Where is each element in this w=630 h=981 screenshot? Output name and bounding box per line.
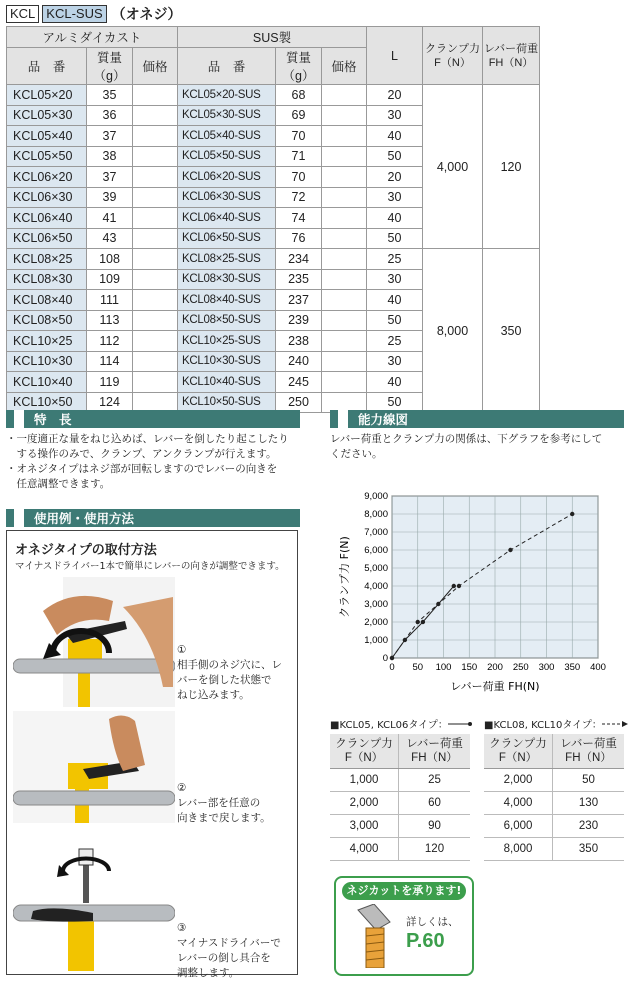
length-value: 40 — [367, 372, 423, 393]
sus-mass-value: 72 — [276, 187, 322, 208]
header-sus-price: 価格 — [322, 48, 367, 85]
usage-box — [6, 530, 298, 979]
header-clamp-unit: F（N） — [434, 56, 471, 69]
sus-price-cell — [322, 351, 367, 372]
price-cell — [133, 187, 178, 208]
clamp-force-value: 8,000 — [423, 249, 483, 413]
sus-price-cell — [322, 290, 367, 311]
thread-cut-card-page-link[interactable]: P.60 — [406, 930, 445, 952]
section-marker — [330, 410, 348, 428]
table-b-row — [484, 838, 624, 861]
sus-mass-value: 235 — [276, 269, 322, 290]
length-value: 30 — [367, 187, 423, 208]
spec-table — [6, 26, 540, 413]
sus-mass-value: 250 — [276, 392, 322, 413]
photo-step1 — [13, 577, 175, 707]
sus-product-code: KCL10×40-SUS — [178, 372, 276, 393]
mass-value: 112 — [87, 331, 133, 352]
kcl-sus-tag: KCL-SUS — [42, 5, 106, 23]
capacity-desc-line: レバー荷重とクランプ力の関係は、下グラフを参考にして — [330, 433, 603, 445]
header-code: 品 番 — [7, 48, 87, 85]
usage-heading-bar — [6, 509, 300, 527]
capacity-heading: 能力線図 — [358, 412, 409, 427]
series-kcl08-kcl10-point — [390, 656, 394, 660]
threaded-bolt-icon — [344, 904, 402, 968]
mass-value: 111 — [87, 290, 133, 311]
length-value: 40 — [367, 290, 423, 311]
step2-line: 向きまで戻します。 — [177, 812, 271, 824]
x-tick-label: 400 — [590, 662, 606, 673]
sus-mass-value: 234 — [276, 249, 322, 270]
mass-value: 109 — [87, 269, 133, 290]
length-value: 30 — [367, 269, 423, 290]
sus-mass-value: 239 — [276, 310, 322, 331]
length-value: 30 — [367, 351, 423, 372]
sus-price-cell — [322, 187, 367, 208]
sus-price-cell — [322, 269, 367, 290]
product-code: KCL08×40 — [7, 290, 87, 311]
product-code: KCL06×40 — [7, 208, 87, 229]
series-kcl08-kcl10-point — [416, 620, 420, 624]
length-value: 40 — [367, 208, 423, 229]
features-list — [6, 432, 306, 492]
x-tick-label: 250 — [512, 662, 529, 673]
step2-text — [177, 781, 293, 826]
sus-product-code: KCL05×20-SUS — [178, 85, 276, 106]
x-tick-label: 300 — [538, 662, 555, 673]
step3-line: マイナスドライバーで — [177, 937, 281, 949]
step3-line: レバーの倒し具合を — [177, 952, 271, 964]
mass-value: 114 — [87, 351, 133, 372]
product-code: KCL10×30 — [7, 351, 87, 372]
sus-mass-value: 238 — [276, 331, 322, 352]
length-value: 20 — [367, 85, 423, 106]
price-cell — [133, 290, 178, 311]
x-tick-label: 50 — [412, 662, 424, 673]
sus-mass-value: 70 — [276, 126, 322, 147]
y-tick-label: 4,000 — [364, 581, 388, 592]
sus-product-code: KCL08×50-SUS — [178, 310, 276, 331]
header-clamp — [423, 27, 483, 85]
sus-mass-value: 69 — [276, 105, 322, 126]
table-b-row — [484, 769, 624, 792]
price-cell — [133, 351, 178, 372]
page-header — [6, 4, 182, 24]
feature-line: ・一度適正な量をねじ込めば、レバーを倒したり起こしたり — [6, 433, 289, 445]
table-a — [330, 734, 470, 861]
header-sus-mass: 質量（g） — [276, 48, 322, 85]
step3-number: ③ — [177, 922, 187, 934]
photo-step3-illustration — [13, 831, 175, 971]
sus-product-code: KCL08×40-SUS — [178, 290, 276, 311]
sus-mass-value: 70 — [276, 167, 322, 188]
header-lever — [483, 27, 540, 85]
clamp-force-value: 4,000 — [330, 838, 399, 861]
header-l: L — [367, 27, 423, 85]
table-a-title: ■KCL05, KCL06タイプ： — [330, 720, 448, 731]
clamp-force-value: 6,000 — [484, 815, 553, 838]
table-b — [484, 734, 624, 861]
table-a-row — [330, 769, 470, 792]
clamp-force-value: 8,000 — [484, 838, 553, 861]
section-marker — [6, 509, 24, 527]
mass-value: 108 — [87, 249, 133, 270]
series-kcl08-kcl10-point — [457, 584, 461, 588]
clamp-force-value: 2,000 — [484, 769, 553, 792]
x-tick-label: 0 — [389, 662, 395, 673]
sus-mass-value: 71 — [276, 146, 322, 167]
lever-load-value: 50 — [553, 769, 625, 792]
usage-heading: 使用例・使用方法 — [34, 511, 135, 526]
length-value: 25 — [367, 331, 423, 352]
product-code: KCL08×30 — [7, 269, 87, 290]
sus-product-code: KCL10×50-SUS — [178, 392, 276, 413]
step2-number: ② — [177, 782, 187, 794]
usage-box-subtitle: マイナスドライバー1本で簡単にレバーの向きが調整できます。 — [15, 561, 285, 572]
header-lever-unit: FH（N） — [488, 56, 534, 69]
sus-price-cell — [322, 249, 367, 270]
length-value: 50 — [367, 310, 423, 331]
y-tick-label: 9,000 — [364, 491, 388, 502]
table-b-header-lever-unit: FH（N） — [565, 752, 612, 764]
sus-product-code: KCL08×30-SUS — [178, 269, 276, 290]
y-tick-label: 6,000 — [364, 545, 388, 556]
y-axis-label: クランプ力 F(N) — [338, 536, 351, 618]
sus-mass-value: 245 — [276, 372, 322, 393]
sus-mass-value: 237 — [276, 290, 322, 311]
header-clamp-label: クランプ力 — [425, 42, 480, 55]
price-cell — [133, 310, 178, 331]
sus-product-code: KCL06×20-SUS — [178, 167, 276, 188]
lever-load-value: 25 — [399, 769, 471, 792]
product-code: KCL05×40 — [7, 126, 87, 147]
table-a-row — [330, 815, 470, 838]
series-kcl05-kcl06-point — [421, 620, 425, 624]
lever-load-value: 90 — [399, 815, 471, 838]
lever-load-value: 60 — [399, 792, 471, 815]
product-code: KCL10×40 — [7, 372, 87, 393]
x-tick-label: 200 — [487, 662, 503, 673]
step1-line: バーを倒した状態で — [177, 674, 272, 686]
page-title: （オネジ） — [111, 7, 182, 23]
product-code: KCL05×20 — [7, 85, 87, 106]
feature-line: 任意調整できます。 — [6, 478, 111, 490]
sus-mass-value: 76 — [276, 228, 322, 249]
sus-price-cell — [322, 126, 367, 147]
sus-mass-value: 240 — [276, 351, 322, 372]
mass-value: 113 — [87, 310, 133, 331]
product-code: KCL08×25 — [7, 249, 87, 270]
spec-row — [7, 85, 540, 106]
capacity-chart — [330, 484, 626, 700]
table-b-header-clamp — [484, 734, 553, 769]
thread-cut-card[interactable] — [334, 876, 474, 976]
capacity-desc-line: ください。 — [330, 448, 383, 460]
step3-line: 調整します。 — [177, 967, 240, 979]
product-code: KCL05×30 — [7, 105, 87, 126]
clamp-force-value: 4,000 — [484, 792, 553, 815]
length-value: 20 — [367, 167, 423, 188]
table-a-header-lever-unit: FH（N） — [411, 752, 458, 764]
y-tick-label: 0 — [382, 653, 388, 664]
mass-value: 38 — [87, 146, 133, 167]
mass-value: 43 — [87, 228, 133, 249]
lever-load-value: 350 — [553, 838, 625, 861]
mass-value: 41 — [87, 208, 133, 229]
product-code: KCL10×25 — [7, 331, 87, 352]
kcl-tag: KCL — [6, 5, 39, 23]
table-a-row — [330, 792, 470, 815]
mass-value: 36 — [87, 105, 133, 126]
header-mass: 質量（g） — [87, 48, 133, 85]
product-code: KCL08×50 — [7, 310, 87, 331]
capacity-heading-bar — [330, 410, 624, 428]
sus-price-cell — [322, 372, 367, 393]
x-tick-label: 150 — [461, 662, 478, 673]
photo-step1-illustration — [13, 577, 175, 707]
mass-value: 39 — [87, 187, 133, 208]
section-marker — [6, 410, 24, 428]
table-b-header-lever — [553, 734, 625, 769]
sus-product-code: KCL06×50-SUS — [178, 228, 276, 249]
product-code: KCL06×50 — [7, 228, 87, 249]
mass-value: 124 — [87, 392, 133, 413]
table-a-row — [330, 838, 470, 861]
step1-text — [177, 643, 293, 703]
price-cell — [133, 167, 178, 188]
sus-price-cell — [322, 167, 367, 188]
lever-load-value: 350 — [483, 249, 540, 413]
table-b-row — [484, 792, 624, 815]
table-a-header-clamp-unit: F（N） — [344, 752, 384, 764]
series-kcl08-kcl10-point — [570, 512, 574, 516]
thread-cut-card-header: ネジカットを承ります! — [342, 882, 466, 900]
clamp-force-value: 3,000 — [330, 815, 399, 838]
y-tick-label: 7,000 — [364, 527, 388, 538]
x-tick-label: 100 — [435, 662, 452, 673]
sus-price-cell — [322, 228, 367, 249]
lever-load-value: 120 — [399, 838, 471, 861]
table-b-row — [484, 815, 624, 838]
product-code: KCL06×20 — [7, 167, 87, 188]
lever-load-value: 120 — [483, 85, 540, 249]
table-b-header-clamp-label: クランプ力 — [489, 738, 547, 750]
y-tick-label: 8,000 — [364, 509, 388, 520]
step1-number: ① — [177, 644, 187, 656]
header-sus: SUS製 — [178, 27, 367, 48]
usage-box-title: オネジタイプの取付方法 — [15, 543, 157, 558]
sus-mass-value: 74 — [276, 208, 322, 229]
price-cell — [133, 105, 178, 126]
step3-text — [177, 921, 293, 981]
features-heading-bar — [6, 410, 300, 428]
table-a-title-row — [330, 716, 474, 731]
sus-price-cell — [322, 105, 367, 126]
price-cell — [133, 126, 178, 147]
price-cell — [133, 208, 178, 229]
header-sus-code: 品 番 — [178, 48, 276, 85]
sus-product-code: KCL06×30-SUS — [178, 187, 276, 208]
thread-cut-card-detail: 詳しくは、 — [406, 916, 459, 928]
sus-product-code: KCL05×30-SUS — [178, 105, 276, 126]
capacity-description — [330, 432, 628, 462]
sus-product-code: KCL05×50-SUS — [178, 146, 276, 167]
table-b-title: ■KCL08, KCL10タイプ： — [484, 720, 602, 731]
length-value: 50 — [367, 228, 423, 249]
x-axis-label: レバー荷重 FH(N) — [450, 680, 540, 693]
series-kcl08-kcl10-point — [508, 548, 512, 552]
mass-value: 119 — [87, 372, 133, 393]
lever-load-value: 230 — [553, 815, 625, 838]
price-cell — [133, 146, 178, 167]
sus-price-cell — [322, 85, 367, 106]
sus-product-code: KCL05×40-SUS — [178, 126, 276, 147]
header-lever-label: レバー荷重 — [483, 42, 539, 55]
features-heading: 特 長 — [34, 412, 72, 427]
y-tick-label: 2,000 — [364, 617, 388, 628]
price-cell — [133, 85, 178, 106]
spec-row — [7, 249, 540, 270]
table-b-header-clamp-unit: F（N） — [498, 752, 538, 764]
length-value: 25 — [367, 249, 423, 270]
y-tick-label: 3,000 — [364, 599, 388, 610]
series-kcl05-kcl06-point — [452, 584, 456, 588]
header-price: 価格 — [133, 48, 178, 85]
dashed-line-legend-icon — [602, 720, 628, 728]
table-b-header-lever-label: レバー荷重 — [560, 738, 617, 750]
sus-price-cell — [322, 208, 367, 229]
feature-line: する操作のみで、クランプ、アンクランプが行えます。 — [6, 448, 277, 460]
sus-product-code: KCL10×25-SUS — [178, 331, 276, 352]
product-code: KCL10×50 — [7, 392, 87, 413]
mass-value: 37 — [87, 167, 133, 188]
table-a-header-lever — [399, 734, 471, 769]
x-tick-label: 350 — [564, 662, 581, 673]
mass-value: 37 — [87, 126, 133, 147]
clamp-force-value: 1,000 — [330, 769, 399, 792]
lever-load-value: 130 — [553, 792, 625, 815]
product-code: KCL05×50 — [7, 146, 87, 167]
table-a-header-lever-label: レバー荷重 — [406, 738, 463, 750]
sus-price-cell — [322, 310, 367, 331]
table-a-header-clamp-label: クランプ力 — [335, 738, 393, 750]
photo-step2 — [13, 711, 175, 823]
length-value: 30 — [367, 105, 423, 126]
price-cell — [133, 269, 178, 290]
mass-value: 35 — [87, 85, 133, 106]
sus-product-code: KCL10×30-SUS — [178, 351, 276, 372]
length-value: 50 — [367, 146, 423, 167]
price-cell — [133, 249, 178, 270]
product-code: KCL06×30 — [7, 187, 87, 208]
table-a-header-clamp — [330, 734, 399, 769]
step1-line: 相手側のネジ穴に、レ — [177, 659, 282, 671]
price-cell — [133, 228, 178, 249]
sus-mass-value: 68 — [276, 85, 322, 106]
y-tick-label: 5,000 — [364, 563, 388, 574]
sus-price-cell — [322, 146, 367, 167]
price-cell — [133, 372, 178, 393]
clamp-force-value: 2,000 — [330, 792, 399, 815]
clamp-force-value: 4,000 — [423, 85, 483, 249]
price-cell — [133, 331, 178, 352]
photo-step3 — [13, 831, 175, 971]
feature-line: ・オネジタイプはネジ部が回転しますのでレバーの向きを — [6, 463, 278, 475]
photo-step2-illustration — [13, 711, 175, 823]
solid-line-legend-icon — [448, 720, 474, 728]
sus-product-code: KCL06×40-SUS — [178, 208, 276, 229]
sus-price-cell — [322, 331, 367, 352]
y-tick-label: 1,000 — [364, 635, 388, 646]
length-value: 40 — [367, 126, 423, 147]
step2-line: レバー部を任意の — [177, 797, 261, 809]
step1-line: ねじ込みます。 — [177, 689, 250, 701]
sus-product-code: KCL08×25-SUS — [178, 249, 276, 270]
header-alu: アルミダイカスト — [7, 27, 178, 48]
table-b-title-row — [484, 716, 628, 731]
length-value: 50 — [367, 392, 423, 413]
